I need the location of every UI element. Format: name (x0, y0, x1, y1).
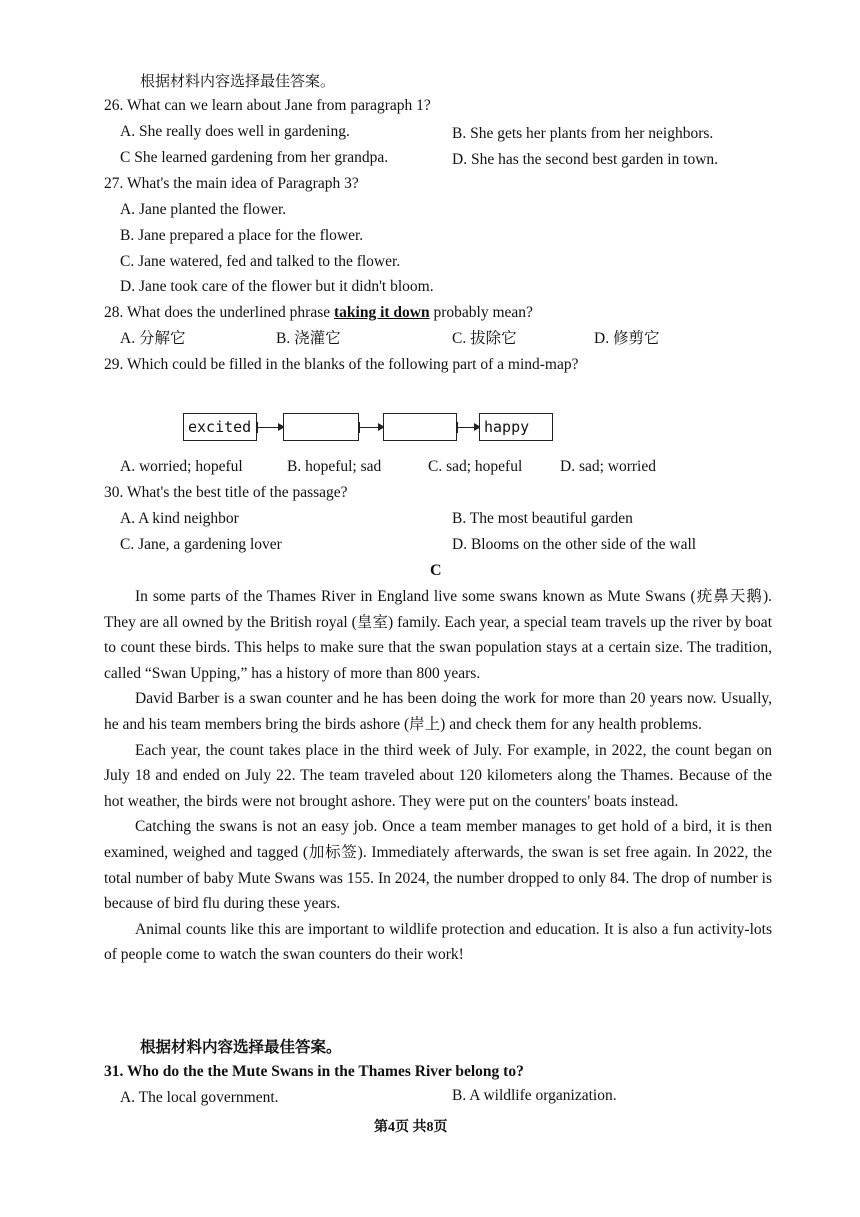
q27-option-a[interactable]: A. Jane planted the flower. (120, 201, 287, 218)
underlined-phrase: taking it down (334, 304, 430, 321)
q30-option-a[interactable]: A. A kind neighbor (120, 510, 239, 527)
q27-option-c[interactable]: C. Jane watered, fed and talked to the flower. (120, 253, 401, 270)
q28-option-d[interactable]: D. 修剪它 (594, 330, 660, 347)
passage-paragraph-5: Animal counts like this are important to wildlife protection and education. It is also a fun activity-lots of people come to watch the swan counters do their work! (104, 920, 772, 964)
mind-map-arrow (457, 427, 479, 428)
section-heading-c: C (430, 562, 442, 579)
q30-option-c[interactable]: C. Jane, a gardening lover (120, 536, 282, 553)
q31-option-a[interactable]: A. The local government. (120, 1089, 279, 1106)
q28-option-c[interactable]: C. 拔除它 (452, 330, 517, 347)
q26-option-b[interactable]: B. She gets her plants from her neighbors. (452, 125, 714, 142)
question-29: 29. Which could be filled in the blanks of the following part of a mind-map? (104, 356, 579, 373)
mind-map-blank-2 (383, 413, 457, 441)
q28-text-post: probably mean? (429, 304, 533, 321)
q30-option-d[interactable]: D. Blooms on the other side of the wall (452, 536, 697, 553)
q27-option-b[interactable]: B. Jane prepared a place for the flower. (120, 227, 364, 244)
q26-option-c[interactable]: C She learned gardening from her grandpa. (120, 149, 389, 166)
question-31: 31. Who do the the Mute Swans in the Thames River belong to? (104, 1063, 524, 1080)
passage-paragraph-4: Catching the swans is not an easy job. Once a team member manages to get hold of a bird, it is then examined, weighed and tagged (加标签). Immediately afterwards, the swan is set free again. In 2022, the total number of baby Mute Swans was 155. In 2024, the number dropped to only 84. The drop of number is because of bird flu during these years. (104, 818, 772, 913)
question-27: 27. What's the main idea of Paragraph 3? (104, 175, 359, 192)
q29-option-a[interactable]: A. worried; hopeful (120, 458, 243, 475)
mind-map-blank-1 (283, 413, 359, 441)
q27-option-d[interactable]: D. Jane took care of the flower but it didn't bloom. (120, 278, 434, 295)
q28-option-a[interactable]: A. 分解它 (120, 330, 186, 347)
page-footer: 第4页 共8页 (374, 1120, 448, 1135)
question-30: 30. What's the best title of the passage? (104, 484, 348, 501)
mind-map-arrow (359, 427, 383, 428)
passage-paragraph-1: In some parts of the Thames River in England live some swans known as Mute Swans (疣鼻天鹅). They are all owned by the British royal (皇室) family. Each year, a special team travels up the river by boat to count these birds. This helps to make sure that the swan population stays at a certain size. The tradition, called “Swan Upping,” has a history of more than 800 years. (104, 588, 772, 682)
q26-option-a[interactable]: A. She really does well in gardening. (120, 123, 350, 140)
instruction-1: 根据材料内容选择最佳答案。 (140, 74, 336, 90)
q29-option-c[interactable]: C. sad; hopeful (428, 458, 523, 475)
instruction-2: 根据材料内容选择最佳答案。 (140, 1039, 342, 1056)
passage-paragraph-2: David Barber is a swan counter and he has been doing the work for more than 20 years now. Usually, he and his team members bring the birds ashore (岸上) and check them for any health problems. (104, 690, 772, 733)
mind-map-box-happy: happy (479, 413, 553, 441)
question-26: 26. What can we learn about Jane from paragraph 1? (104, 97, 431, 114)
q30-option-b[interactable]: B. The most beautiful garden (452, 510, 633, 527)
mind-map-box-excited: excited (183, 413, 257, 441)
q29-option-d[interactable]: D. sad; worried (560, 458, 656, 475)
q28-option-b[interactable]: B. 浇灌它 (276, 330, 341, 347)
question-28 (104, 303, 533, 323)
q26-option-d[interactable]: D. She has the second best garden in town. (452, 151, 719, 168)
q29-option-b[interactable]: B. hopeful; sad (287, 458, 382, 475)
passage-paragraph-3: Each year, the count takes place in the third week of July. For example, in 2022, the count began on July 18 and ended on July 22. The team traveled about 120 kilometers along the Thames. Because of the hot weather, the birds were not brought ashore. They were put on the counters' boats instead. (104, 741, 772, 810)
passage-c (104, 584, 772, 968)
q28-text-pre: 28. What does the underlined phrase (104, 304, 334, 321)
q31-option-b[interactable]: B. A wildlife organization. (452, 1087, 617, 1104)
mind-map-arrow (257, 427, 283, 428)
